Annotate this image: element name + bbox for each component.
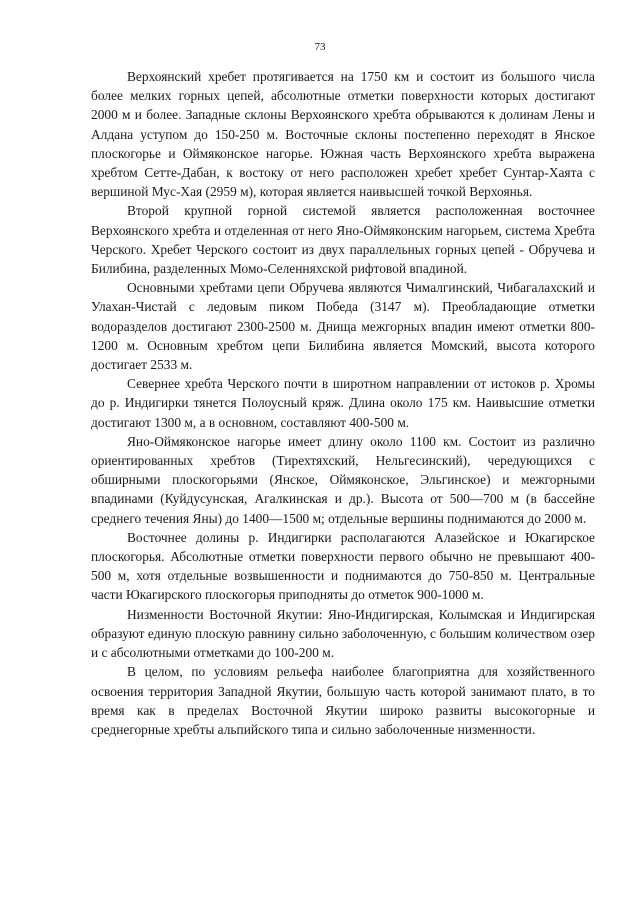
page-number: 73 [314,41,326,53]
body-text [91,67,595,739]
paragraph-chersky-system: Второй крупной горной системой является расположенная восточнее Верхоянского хребта и отделенная от него Яно-Оймяконским нагорьем, система Хребта Черского. Хребет Черского состоит из двух параллельных горных цепей - Обручева и Билибина, разделенных Момо-Селенняхской рифтовой впадиной. [91,203,595,277]
paragraph-yana-oymyakon-upland: Яно-Оймяконское нагорье имеет длину около 1100 км. Состоит из различно ориентированных хребтов (Тирехтяхский, Нельгесинский), чередующихся с обширными плоскогорьями (Янское, Оймяконское, Эльгинское) и межгорными впадинами (Куйдусунская, Агалкинская и др.). Высота от 500—700 м (в бассейне среднего течения Яны) до 1400—1500 м; отдельные вершины поднимаются до 2000 м. [91,433,595,526]
paragraph-polousny-ridge: Севернее хребта Черского почти в широтном направлении от истоков р. Хромы до р. Индигирки тянется Полоусный кряж. Длина около 175 км. Наивысшие отметки достигают 1300 м, а в основном, составляют 400-500 м. [91,376,595,430]
paragraph-conclusion: В целом, по условиям рельефа наиболее благоприятна для хозяйственного освоения территория Западной Якутии, большую часть которой занимают плато, в то время как в пределах Восточной Якутии широко развиты высокогорные и среднегорные хребты альпийского типа и сильно заболоченные низменности. [91,664,595,737]
paragraph-east-yakutia-lowlands: Низменности Восточной Якутии: Яно-Индигирская, Колымская и Индигирская образуют единую плоскую равнину сильно заболоченную, с большим количеством озер и с абсолютными отметками до 100-200 м. [91,606,595,661]
paragraph-alazeya-yukagir-plateaus: Восточнее долины р. Индигирки располагаются Алазейское и Юкагирское плоскогорья. Абсолютные отметки поверхности первого обычно не превышают 400-500 м, хотя отдельные возвышенности и поднимаются до 750-850 м. Центральные части Юкагирского плоскогорья приподняты до отметок 900-1000 м. [91,529,595,603]
paragraph-verkhoyansk-range: Верхоянский хребет протягивается на 1750 км и состоит из большого числа более мелких горных цепей, абсолютные отметки поверхности которых достигают 2000 м и более. Западные склоны Верхоянского хребта обрываются к долинам Лены и Алдана уступом до 150-250 м. Восточные склоны постепенно переходят в Янское плоскогорье и Оймяконское нагорье. Южная часть Верхоянского хребта выражена хребтом Сетте-Дабан, к востоку от него расположен хребет хребет Сунтар-Хаята с вершиной Мус-Хая (2959 м), которая является наивысшей точкой Верхоянья. [91,69,595,200]
paragraph-obruchev-chain: Основными хребтами цепи Обручева являются Чималгинский, Чибагалахский и Улахан-Чистай с ледовым пиком Победа (3147 м). Преобладающие отметки водоразделов достигают 2300-2500 м. Днища межгорных впадин имеют отметки 800-1200 м. Основным хребтом цепи Билибина является Момский, высота которого достигает 2533 м. [91,280,595,373]
